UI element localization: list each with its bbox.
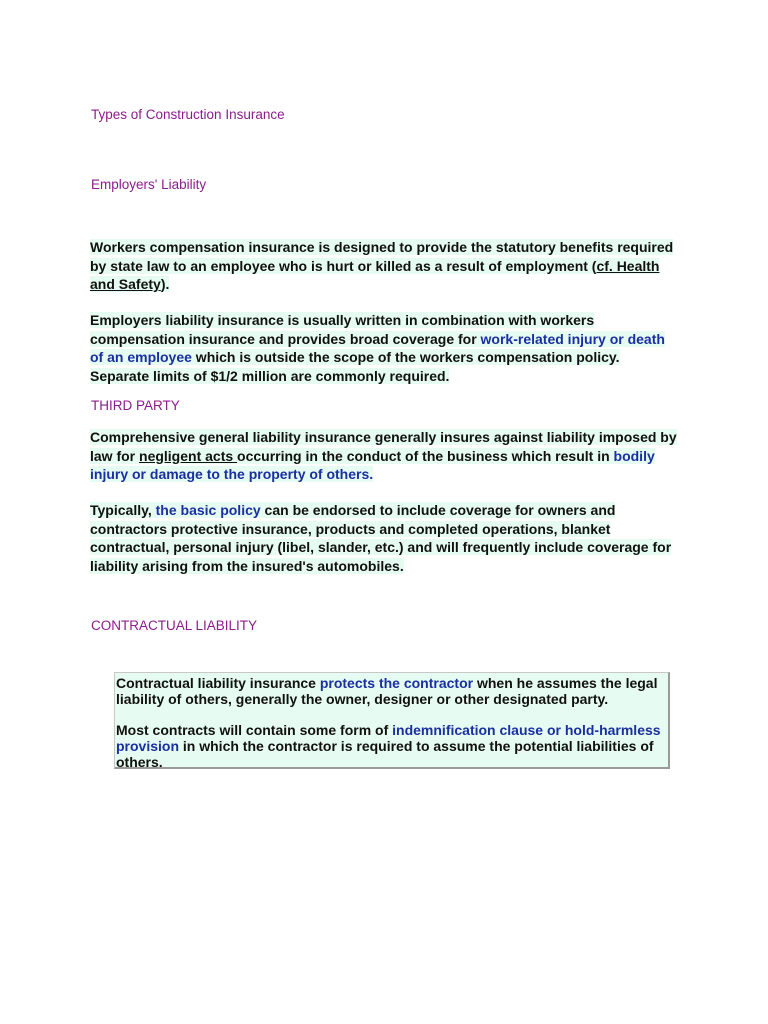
text-run: when he assumes the legal liability of others, generally the owner, designer or other designated party. xyxy=(116,675,658,707)
text-run: occurring in the conduct of the business which result in xyxy=(237,447,614,464)
paragraph-employers-liability xyxy=(90,311,680,385)
highlight-phrase: the basic policy xyxy=(155,502,261,518)
text-run: Typically, xyxy=(90,502,156,518)
contractual-liability-box xyxy=(114,672,670,769)
highlight-phrase: indemnification clause or hold-harmless provision xyxy=(116,722,661,754)
text-run: which is outside the scope of the workers compensation policy. Separate limits of $1/2 million are commonly required. xyxy=(90,349,620,384)
text-run: in which the contractor is required to assume the potential liabilities of others. xyxy=(116,738,654,770)
paragraph-text xyxy=(90,312,665,384)
text-run: Employers liability insurance is usually written in combination with workers compensation insurance and provides broad coverage for xyxy=(90,312,595,347)
paragraph-text xyxy=(90,239,673,292)
paragraph-general-liability xyxy=(90,428,680,484)
highlight-phrase: work-related injury or death of an employee xyxy=(90,330,665,365)
text-run: Most contracts will contain some form of xyxy=(116,722,393,738)
heading-contractual-liability: CONTRACTUAL LIABILITY xyxy=(91,618,258,633)
highlight-phrase: protects the contractor xyxy=(319,675,474,691)
text-run: ). xyxy=(160,276,170,292)
paragraph-text xyxy=(90,429,677,482)
highlight-phrase: bodily injury or damage to the property of others. xyxy=(90,447,655,482)
paragraph-basic-policy xyxy=(90,501,680,575)
paragraph-text xyxy=(90,502,671,574)
text-run: can be endorsed to include coverage for owners and contractors protective insurance, products and completed operations, blanket contractual, personal injury (libel, slander, etc.) and will frequently include coverage for liability arising from the insured's automobiles. xyxy=(90,502,672,574)
box-paragraph-2 xyxy=(116,722,661,770)
text-run: Contractual liability insurance xyxy=(116,675,320,691)
heading-third-party: THIRD PARTY xyxy=(91,398,180,413)
paragraph-workers-compensation xyxy=(90,238,680,294)
heading-employers-liability: Employers' Liability xyxy=(91,177,207,192)
text-run: Comprehensive general liability insurance generally insures against liability imposed by law for xyxy=(90,429,677,464)
underlined-phrase: negligent acts xyxy=(139,447,238,464)
health-safety-link[interactable]: cf. Health and Safety xyxy=(90,257,660,292)
box-paragraph-1 xyxy=(116,675,661,707)
document-title: Types of Construction Insurance xyxy=(91,107,285,122)
text-run: Workers compensation insurance is designed to provide the statutory benefits required by state law to an employee who is hurt or killed as a result of employment ( xyxy=(90,239,674,274)
